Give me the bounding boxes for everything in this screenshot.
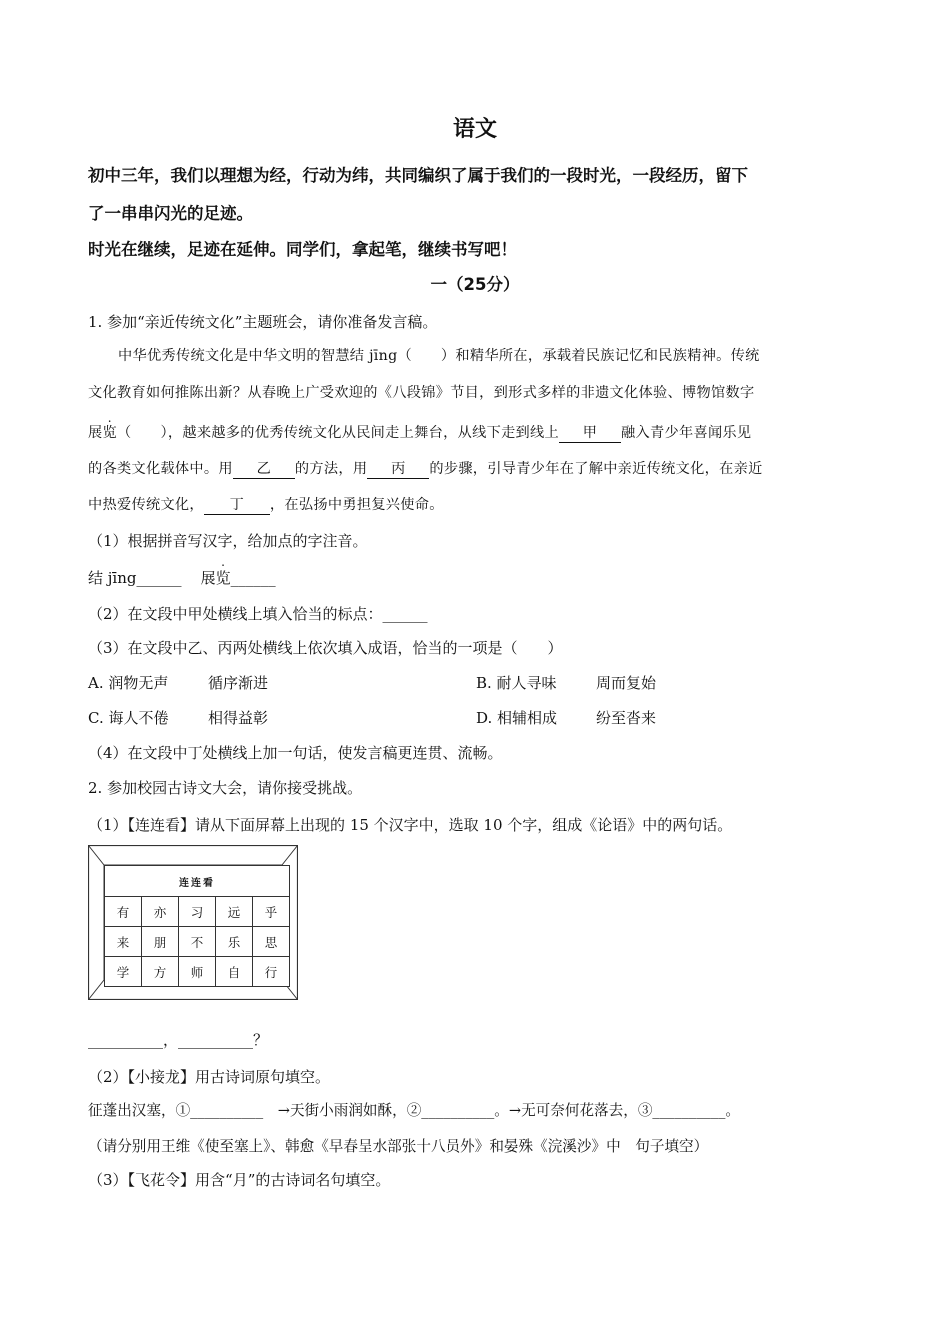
blank-ding: 丁 bbox=[204, 497, 270, 515]
passage-text: ，在弘扬中勇担复兴使命。 bbox=[269, 497, 444, 513]
passage-line-5 bbox=[88, 495, 444, 515]
passage-line-2: 文化教育如何推陈出新？从春晚上广受欢迎的《八段锦》节目，到形式多样的非遗文化体验、博物馆数字 bbox=[88, 385, 755, 401]
option-a: A. 润物无声 bbox=[88, 674, 169, 692]
q1-stem: 1. 参加“亲近传统文化”主题班会，请你准备发言稿。 bbox=[88, 313, 438, 331]
page-title: 语文 bbox=[452, 117, 497, 142]
q2-sub2: （2）【小接龙】用古诗词原句填空。 bbox=[88, 1068, 331, 1086]
passage-text: 中热爱传统文化， bbox=[88, 497, 204, 513]
answer-jing: 结 jīng______ bbox=[88, 569, 182, 587]
passage-text: 展 bbox=[88, 425, 103, 441]
q1-sub1: （1）根据拼音写汉字，给加点的字注音。 bbox=[88, 532, 368, 550]
intro-line-1: 初中三年，我们以理想为经，行动为纬，共同编织了属于我们的一段时光，一段经历，留下 bbox=[88, 166, 748, 185]
passage-text: 的各类文化载体中。用 bbox=[88, 461, 233, 477]
intro-line-2: 了一串串闪光的足迹。 bbox=[88, 204, 253, 223]
grid-title: 连连看 bbox=[105, 866, 290, 897]
option-d-2: 纷至沓来 bbox=[596, 709, 657, 727]
answer-zhan: 展 bbox=[200, 569, 216, 587]
dotted-char: 览 bbox=[215, 569, 231, 587]
grid-cell: 学 bbox=[105, 957, 142, 987]
grid-cell: 方 bbox=[142, 957, 179, 987]
option-d-row bbox=[476, 708, 656, 728]
q2-sub1-answer: __________，__________？ bbox=[88, 1031, 269, 1049]
passage-line-3 bbox=[88, 423, 751, 443]
q1-sub1-answer bbox=[88, 568, 276, 588]
answer-blank: ______ bbox=[230, 569, 276, 587]
blank-jia: 甲 bbox=[559, 425, 621, 443]
option-d: D. 相辅相成 bbox=[476, 709, 558, 727]
q1-sub4: （4）在文段中丁处横线上加一句话，使发言稿更连贯、流畅。 bbox=[88, 744, 503, 762]
option-b-2: 周而复始 bbox=[596, 674, 657, 692]
passage-line-4 bbox=[88, 459, 763, 479]
grid-cell: 习 bbox=[179, 897, 216, 927]
passage-text: 的步骤，引导青少年在了解中亲近传统文化，在亲近 bbox=[429, 461, 763, 477]
q1-sub3: （3）在文段中乙、丙两处横线上依次填入成语，恰当的一项是（ ） bbox=[88, 639, 563, 657]
passage-text: （ ），越来越多的优秀传统文化从民间走上舞台，从线下走到线上 bbox=[117, 425, 560, 441]
q2-sub2-note: （请分别用王维《使至塞上》、韩愈《早春呈水部张十八员外》和晏殊《浣溪沙》中 句子填空） bbox=[88, 1138, 709, 1155]
option-b: B. 耐人寻味 bbox=[476, 674, 557, 692]
grid-cell: 朋 bbox=[142, 927, 179, 957]
blank-yi: 乙 bbox=[233, 461, 295, 479]
character-grid bbox=[104, 865, 290, 987]
passage-text: 的方法，用 bbox=[294, 461, 368, 477]
grid-cell: 来 bbox=[105, 927, 142, 957]
option-c: C. 诲人不倦 bbox=[88, 709, 169, 727]
grid-cell: 不 bbox=[179, 927, 216, 957]
intro-line-3: 时光在继续，足迹在延伸。同学们，拿起笔，继续书写吧！ bbox=[88, 240, 517, 259]
grid-row bbox=[105, 927, 290, 957]
section-heading: 一（25分） bbox=[430, 275, 520, 294]
q2-stem: 2. 参加校园古诗文大会，请你接受挑战。 bbox=[88, 779, 363, 797]
grid-cell: 远 bbox=[216, 897, 253, 927]
grid-cell: 乎 bbox=[253, 897, 290, 927]
option-b-row bbox=[476, 673, 656, 693]
q2-sub1: （1）【连连看】请从下面屏幕上出现的 15 个汉字中，选取 10 个字，组成《论语》中的两句话。 bbox=[88, 816, 733, 834]
grid-cell: 亦 bbox=[142, 897, 179, 927]
option-c-2: 相得益彰 bbox=[208, 709, 269, 727]
passage-text: 融入青少年喜闻乐见 bbox=[621, 425, 752, 441]
grid-cell: 有 bbox=[105, 897, 142, 927]
grid-cell: 乐 bbox=[216, 927, 253, 957]
option-row-ab bbox=[88, 673, 268, 693]
grid-cell: 思 bbox=[253, 927, 290, 957]
grid-row bbox=[105, 957, 290, 987]
dotted-char: 览 bbox=[102, 425, 117, 441]
grid-row bbox=[105, 897, 290, 927]
grid-cell: 师 bbox=[179, 957, 216, 987]
blank-bing: 丙 bbox=[367, 461, 429, 479]
grid-cell: 自 bbox=[216, 957, 253, 987]
grid-cell: 行 bbox=[253, 957, 290, 987]
q2-sub2-line: 征蓬出汉塞，①__________ →天街小雨润如酥，②__________。→无可奈何花落去，③__________。 bbox=[88, 1102, 740, 1119]
passage-line-1: 中华优秀传统文化是中华文明的智慧结 jīng（ ）和精华所在，承载着民族记忆和民族精神。传统 bbox=[118, 348, 760, 364]
q1-sub2: （2）在文段中甲处横线上填入恰当的标点：______ bbox=[88, 605, 428, 623]
option-a-2: 循序渐进 bbox=[208, 674, 269, 692]
q2-sub3: （3）【飞花令】用含“月”的古诗词名句填空。 bbox=[88, 1171, 391, 1189]
option-row-cd bbox=[88, 708, 268, 728]
